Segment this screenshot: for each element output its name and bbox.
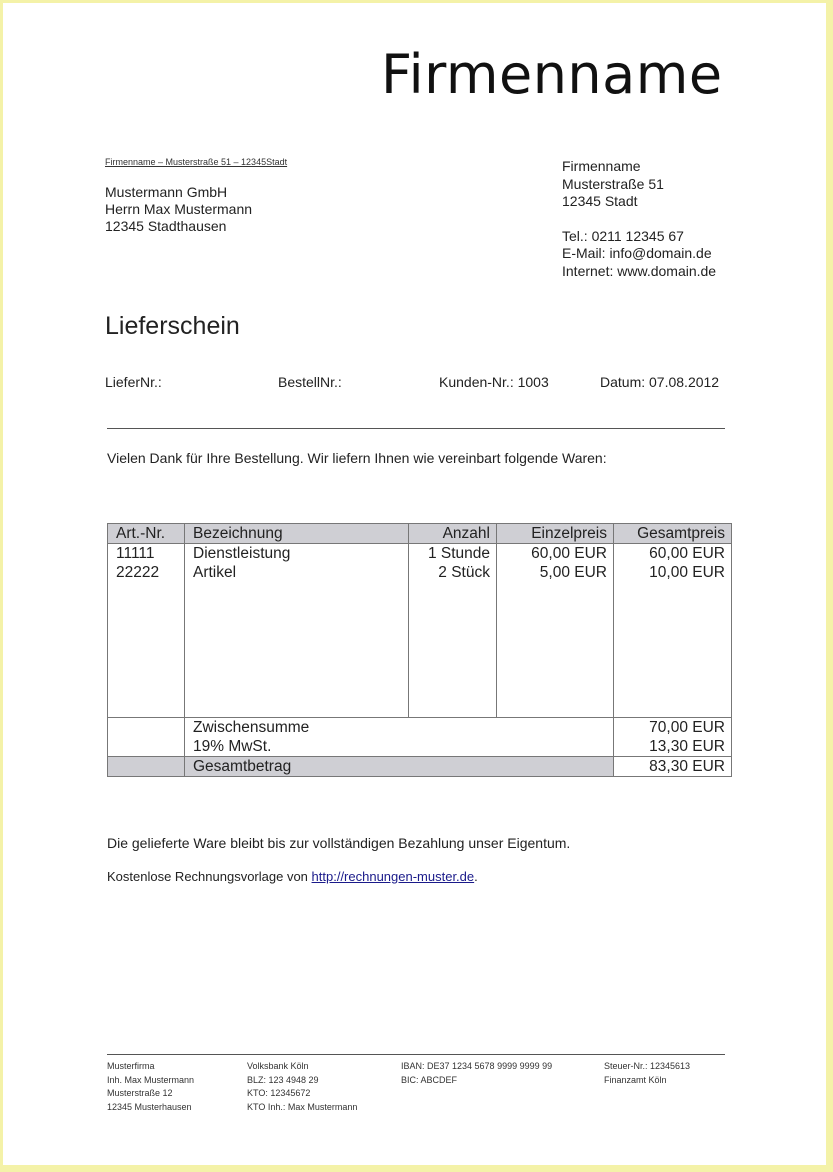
spacer-cell — [614, 582, 732, 717]
footer-line: KTO: 12345672 — [247, 1088, 311, 1099]
datum: Datum: 07.08.2012 — [600, 374, 720, 390]
footer-line: Volksbank Köln — [247, 1061, 309, 1071]
cell-bezeichnung: Artikel — [185, 563, 409, 582]
spacer-cell — [409, 582, 497, 717]
bestell-nr: BestellNr.: — [278, 374, 342, 390]
company-name: Firmenname — [562, 158, 641, 174]
recipient-line: Mustermann GmbH — [105, 184, 228, 200]
table-row — [108, 544, 732, 564]
tax-label: 19% MwSt. — [193, 737, 272, 755]
header-art-nr: Art.-Nr. — [108, 524, 185, 544]
company-internet: Internet: www.domain.de — [562, 262, 717, 279]
cell-bezeichnung: Dienstleistung — [185, 544, 409, 564]
subtotal-value: 70,00 EUR — [614, 717, 732, 737]
credit-suffix: . — [474, 869, 478, 884]
footer-line: Finanzamt Köln — [604, 1074, 667, 1085]
ownership-note: Die gelieferte Ware bleibt bis zur vollständigen Bezahlung unser Eigentum. — [107, 835, 571, 851]
cell-art-nr: 11111 — [108, 544, 185, 564]
header-gesamtpreis: Gesamtpreis — [614, 524, 732, 544]
tax-value: 13,30 EUR — [614, 737, 732, 757]
recipient-line: 12345 Stadthausen — [105, 218, 227, 234]
subtotal-empty-cell — [108, 717, 185, 737]
liefer-nr: LieferNr.: — [105, 374, 162, 390]
cell-art-nr: 22222 — [108, 563, 185, 582]
company-title: Firmenname — [381, 43, 723, 106]
recipient-address — [105, 184, 252, 235]
footer-line: Musterfirma — [107, 1061, 155, 1071]
subtotal-label: Zwischensumme — [185, 717, 614, 737]
footer-iban-column — [401, 1060, 552, 1087]
total-empty-cell — [108, 756, 185, 776]
credit-link[interactable]: http://rechnungen-muster.de — [311, 869, 475, 884]
document-title: Lieferschein — [105, 312, 240, 340]
footer-line: KTO Inh.: Max Mustermann — [247, 1102, 358, 1113]
footer-line: Inh. Max Mustermann — [107, 1074, 195, 1085]
cell-einzelpreis: 60,00 EUR — [497, 544, 614, 564]
footer-line: BIC: ABCDEF — [401, 1074, 458, 1085]
recipient-line: Herrn Max Mustermann — [105, 201, 253, 217]
header-bezeichnung: Bezeichnung — [185, 524, 409, 544]
tax-empty-cell — [108, 737, 185, 757]
company-contact-block — [562, 158, 716, 280]
footer-line: IBAN: DE37 1234 5678 9999 9999 99 — [401, 1061, 553, 1071]
cell-gesamtpreis: 60,00 EUR — [614, 544, 732, 564]
spacer-cell — [185, 582, 409, 717]
credit-line — [107, 869, 478, 884]
divider-bottom — [107, 1054, 725, 1055]
table-header-row — [108, 524, 732, 544]
footer-company-column — [107, 1060, 194, 1115]
company-city: 12345 Stadt — [562, 193, 638, 209]
document-page — [3, 3, 826, 1165]
footer-tax-column — [604, 1060, 690, 1087]
table-spacer-row — [108, 582, 732, 717]
table-row — [108, 563, 732, 582]
kunden-nr: Kunden-Nr.: 1003 — [439, 374, 549, 390]
subtotal-row — [108, 717, 732, 737]
spacer-cell — [108, 582, 185, 717]
spacer-cell — [497, 582, 614, 717]
total-value: 83,30 EUR — [614, 756, 732, 776]
tax-row — [108, 737, 732, 757]
total-label: Gesamtbetrag — [185, 756, 614, 776]
items-table — [107, 523, 732, 777]
footer-line: Steuer-Nr.: 12345613 — [604, 1061, 691, 1071]
footer-line: Musterstraße 12 — [107, 1088, 173, 1099]
footer-line: BLZ: 123 4948 29 — [247, 1074, 319, 1085]
company-email: E-Mail: info@domain.de — [562, 245, 712, 261]
cell-gesamtpreis: 10,00 EUR — [614, 563, 732, 582]
divider-top — [107, 428, 725, 429]
footer-line: 12345 Musterhausen — [107, 1102, 192, 1113]
header-anzahl: Anzahl — [409, 524, 497, 544]
credit-prefix: Kostenlose Rechnungsvorlage von — [107, 869, 312, 884]
company-tel: Tel.: 0211 12345 67 — [562, 227, 684, 244]
intro-text: Vielen Dank für Ihre Bestellung. Wir liefern Ihnen wie vereinbart folgende Waren: — [107, 450, 607, 466]
footer-bank-column — [247, 1060, 357, 1115]
cell-anzahl: 1 Stunde — [409, 544, 497, 564]
company-street: Musterstraße 51 — [562, 175, 664, 192]
cell-einzelpreis: 5,00 EUR — [497, 563, 614, 582]
sender-return-line: Firmenname – Musterstraße 51 – 12345Stadt — [105, 157, 288, 167]
header-einzelpreis: Einzelpreis — [497, 524, 614, 544]
total-row — [108, 756, 732, 776]
cell-anzahl: 2 Stück — [409, 563, 497, 582]
